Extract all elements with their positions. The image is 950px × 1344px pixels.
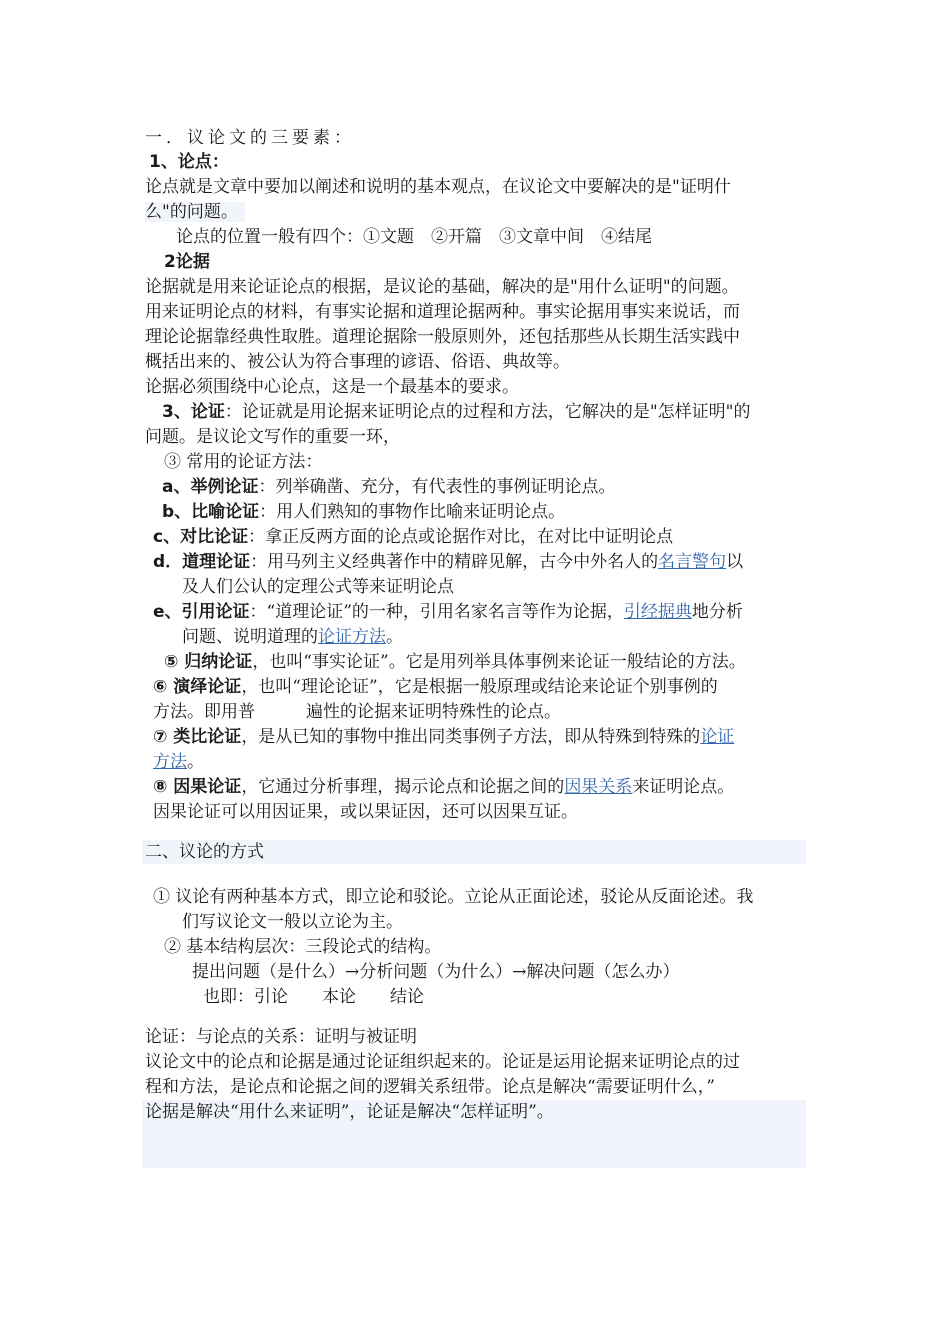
lunju-title: 2论据 (164, 252, 210, 272)
lunju-line1: 论据就是用来论证论点的根据，是议论的基础，解决的是"用什么证明"的问题。 (145, 277, 739, 297)
s2-also: 也即：引论 本论 结论 (203, 987, 424, 1007)
method-8-tail: 来证明论点。 (632, 777, 735, 797)
lunju-line2: 用来证明论点的材料，有事实论据和道理论据两种。事实论据用事实来说话，而 (145, 302, 740, 322)
method-6-line2: 方法。即用普 遍性的论据来证明特殊性的论点。 (153, 702, 561, 722)
lundian-para-line1: 论点就是文章中要加以阐述和说明的基本观点，在议论文中要解决的是"证明什 (145, 177, 731, 197)
link-yinjing-judian[interactable]: 引经据典 (623, 602, 692, 622)
lundian-para-line2: 么"的问题。 (145, 202, 238, 222)
lundian-title: 1、论点： (149, 152, 229, 172)
lundian-position: 论点的位置一般有四个：①文题 ②开篇 ③文章中间 ④结尾 (176, 227, 652, 247)
method-c (153, 525, 673, 549)
link-fangfa[interactable]: 方法 (153, 752, 187, 772)
method-e-text: ：“道理论证”的一种，引用名家名言等作为论据， (249, 602, 624, 622)
method-7-label: ⑦ 类比论证 (153, 727, 242, 747)
method-e-end: 。 (386, 627, 403, 647)
section-1-heading: 一．议论文的三要素： (145, 128, 355, 148)
method-c-text: ：拿正反两方面的论点或论据作对比，在对比中证明论点 (248, 527, 674, 547)
method-6-line1 (153, 675, 718, 699)
method-8-label: ⑧ 因果论证 (153, 777, 242, 797)
lunju-line5: 论据必须围绕中心论点，这是一个最基本的要求。 (145, 377, 519, 397)
s3-relation: 论证：与论点的关系：证明与被证明 (145, 1027, 417, 1047)
s2-item2: ② 基本结构层次：三段论式的结构。 (164, 937, 442, 957)
lunzheng-line2: 问题。是议论文写作的重要一环， (145, 427, 400, 447)
method-d-line2: 及人们公认的定理公式等来证明论点 (182, 577, 454, 597)
lunju-line3: 理论论据靠经典性取胜。道理论据除一般原则外，还包括那些从长期生活实践中 (145, 327, 740, 347)
method-d-line1 (153, 550, 743, 574)
method-6-text: ，也叫“理论论证”，它是根据一般原理或结论来论证个别事例的 (241, 677, 718, 697)
method-6-label: ⑥ 演绎论证 (153, 677, 242, 697)
method-7-end: 。 (187, 752, 204, 772)
method-a-label: a、举例论证 (162, 477, 259, 497)
method-e-line2 (182, 625, 403, 649)
method-d-tail: 以 (726, 552, 744, 572)
s3-para-line1: 议论文中的论点和论据是通过论证组织起来的。论证是运用论据来证明论点的过 (145, 1052, 740, 1072)
method-e-tail: 地分析 (691, 602, 743, 622)
lunzheng-line1 (162, 400, 750, 424)
method-7-line2 (153, 750, 204, 774)
method-8-text: ，它通过分析事理，揭示论点和论据之间的 (241, 777, 565, 797)
methods-intro: ③ 常用的论证方法： (164, 452, 323, 472)
method-a-text: ：列举确凿、充分，有代表性的事例证明论点。 (258, 477, 616, 497)
s2-item1-line1: ① 议论有两种基本方式，即立论和驳论。立论从正面论述，驳论从反面论述。我 (153, 887, 754, 907)
method-8-line2: 因果论证可以用因证果，或以果证因，还可以因果互证。 (153, 802, 578, 822)
method-b-label: b、比喻论证 (162, 502, 260, 522)
method-5 (164, 650, 746, 674)
link-mingyan-jingju[interactable]: 名言警句 (658, 552, 727, 572)
method-b (162, 500, 565, 524)
method-b-text: ：用人们熟知的事物作比喻来证明论点。 (259, 502, 566, 522)
method-e-label: e、引用论证 (153, 602, 250, 622)
lunzheng-title: 3、论证 (162, 402, 225, 422)
method-a (162, 475, 615, 499)
method-d-label: d．道理论证 (153, 552, 251, 572)
method-7-line1 (153, 725, 734, 749)
link-lunzheng[interactable]: 论证 (700, 727, 735, 747)
method-5-label: ⑤ 归纳论证 (164, 652, 253, 672)
section-2-heading: 二、议论的方式 (145, 842, 264, 862)
link-yinguo-guanxi[interactable]: 因果关系 (564, 777, 633, 797)
method-8-line1 (153, 775, 734, 799)
lunzheng-text: ：论证就是用论据来证明论点的过程和方法，它解决的是"怎样证明"的 (224, 402, 751, 422)
method-7-text: ，是从已知的事物中推出同类事例子方法，即从特殊到特殊的 (241, 727, 701, 747)
s3-para-line2: 程和方法，是论点和论据之间的逻辑关系纽带。论点是解决“需要证明什么，” (145, 1077, 715, 1097)
method-e-line1 (153, 600, 743, 624)
method-e-text3: 问题、说明道理的 (182, 627, 318, 647)
s3-para-line3: 论据是解决“用什么来证明”，论证是解决“怎样证明”。 (145, 1102, 554, 1122)
s2-flow: 提出问题（是什么）→分析问题（为什么）→解决问题（怎么办） (192, 962, 680, 982)
link-lunzheng-fangfa[interactable]: 论证方法 (318, 627, 386, 647)
s2-item1-line2: 们写议论文一般以立论为主。 (182, 912, 403, 932)
lunju-line4: 概括出来的、被公认为符合事理的谚语、俗语、典故等。 (145, 352, 570, 372)
method-c-label: c、对比论证 (153, 527, 249, 547)
method-d-text: ：用马列主义经典著作中的精辟见解，古今中外名人的 (250, 552, 659, 572)
method-5-text: ，也叫“事实论证”。它是用列举具体事例来论证一般结论的方法。 (252, 652, 746, 672)
